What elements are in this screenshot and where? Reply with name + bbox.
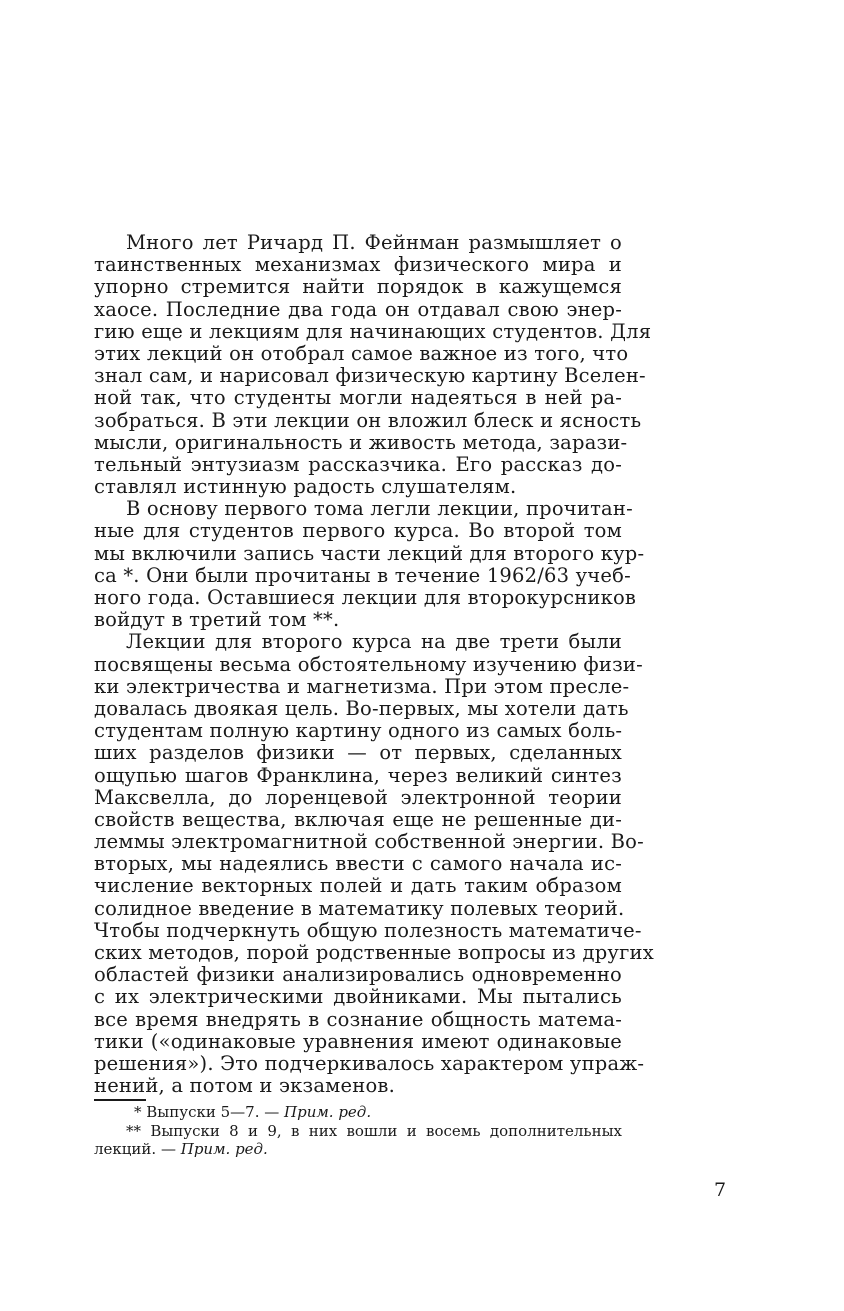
footnote-2-marker: ** (126, 1121, 141, 1140)
text-line: все время внедрять в сознание общность матема- (94, 1007, 622, 1031)
text-line: войдут в третий том **. (94, 608, 340, 632)
footnote-1-text: Выпуски 5—7. — (146, 1103, 280, 1121)
text-line: таинственных механизмах физического мира и (94, 253, 622, 277)
text-line: областей физики анализировались одновременно (94, 963, 622, 987)
text-line: зобраться. В эти лекции он вложил блеск и ясность (94, 408, 642, 432)
text-line: ные для студентов первого курса. Во второй том (94, 519, 622, 543)
text-line: числение векторных полей и дать таким образом (94, 874, 622, 898)
text-line: Лекции для второго курса на две трети были (126, 630, 622, 654)
text-line: мы включили запись части лекций для второго кур- (94, 541, 645, 565)
footnote-1-marker: * (134, 1103, 142, 1121)
footnote-1 (94, 1103, 622, 1122)
text-line: Чтобы подчеркнуть общую полезность математиче- (94, 918, 642, 942)
text-line: ного года. Оставшиеся лекции для второкурсников (94, 586, 637, 609)
text-line: солидное введение в математику полевых теорий. (94, 896, 625, 920)
text-line: ной так, что студенты могли надеяться в ней ра- (94, 386, 622, 410)
text-line: ощупью шагов Франклина, через великий синтез (94, 763, 622, 787)
text-line: леммы электромагнитной собственной энергии. Во- (94, 830, 644, 854)
text-line: довалась двоякая цель. Во-первых, мы хотели дать (94, 696, 629, 720)
footnote-divider (94, 1099, 146, 1101)
text-line: ших разделов физики — от первых, сделанных (94, 741, 622, 765)
text-line: ставлял истинную радость слушателям. (94, 475, 517, 499)
footnote-2-editor-note: Прим. ред. (180, 1140, 268, 1158)
text-line: гию еще и лекциям для начинающих студентов. Для (94, 319, 652, 343)
text-line: посвящены весьма обстоятельному изучению физи- (94, 652, 643, 676)
text-line: Максвелла, до лоренцевой электронной теории (94, 785, 622, 809)
footnote-1-editor-note: Прим. ред. (284, 1103, 372, 1121)
text-line: хаосе. Последние два года он отдавал свою энер- (94, 297, 622, 321)
text-line: решения»). Это подчеркивалось характером упраж- (94, 1051, 645, 1075)
text-line: В основу первого тома легли лекции, прочитан- (126, 497, 633, 521)
footnote-2-continued (94, 1140, 622, 1159)
text-line: вторых, мы надеялись ввести с самого начала ис- (94, 852, 622, 876)
text-line: тельный энтузиазм рассказчика. Его рассказ до- (94, 452, 622, 476)
text-line: с их электрическими двойниками. Мы пытались (94, 985, 622, 1009)
text-line: студентам полную картину одного из самых боль- (94, 719, 623, 743)
text-line: нений, а потом и экзаменов. (94, 1074, 395, 1098)
text-line: свойств вещества, включая еще не решенные ди- (94, 807, 622, 831)
text-line: ских методов, порой родственные вопросы из других (94, 941, 654, 964)
text-line: знал сам, и нарисовал физическую картину Вселен- (94, 364, 646, 388)
text-line: тики («одинаковые уравнения имеют одинаковые (94, 1029, 622, 1053)
footnote-2-text: Выпуски 8 и 9, в них вошли и восемь дополнительных (150, 1121, 622, 1140)
footnote-2 (94, 1122, 622, 1141)
text-line: мысли, оригинальность и живость метода, зарази- (94, 430, 628, 454)
page-number: 7 (714, 1179, 727, 1201)
text-line: упорно стремится найти порядок в кажущемся (94, 275, 622, 299)
footnotes (94, 1103, 622, 1159)
text-line: этих лекций он отобрал самое важное из того, что (94, 341, 629, 365)
text-line: Много лет Ричард П. Фейнман размышляет о (126, 231, 622, 254)
text-line: ки электричества и магнетизма. При этом пресле- (94, 674, 630, 698)
footnote-2-text-continued: лекций. — (94, 1140, 176, 1158)
body-text (94, 231, 654, 1098)
text-line: са *. Они были прочитаны в течение 1962/63 учеб- (94, 563, 631, 587)
